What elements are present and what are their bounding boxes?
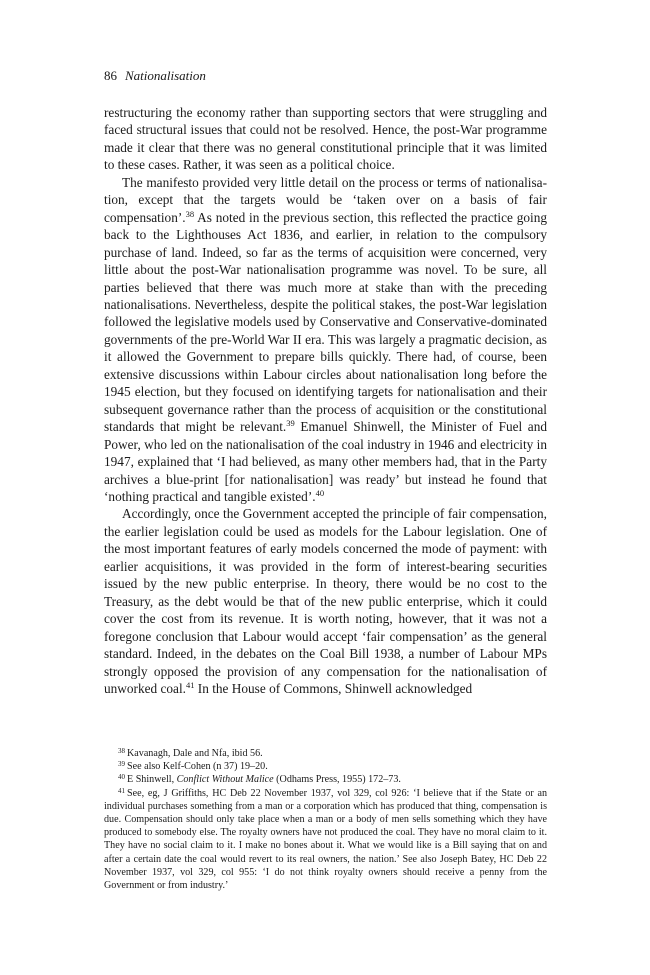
footnote-39 bbox=[104, 760, 547, 773]
footnote-mark: 40 bbox=[118, 773, 125, 782]
footnote-ref-39: 39 bbox=[286, 418, 295, 429]
paragraph-2 bbox=[104, 174, 547, 506]
footnote-ref-41: 41 bbox=[185, 679, 195, 690]
footnote-text: See, eg, J Griffiths, HC Deb 22 November 1937, vol 329, col 926: ‘I believe that if the State or an individual purchases something from a man or a corporation which has produced that thing, compensation is due. Compensation should only take place when a man or a body of men sells something which they have produced to somebody else. The royalty owners have not produced the coal. They have no moral claim to it. They have no social claim to it. I make no bones about it. What we would like is a Bill saying that on and after a certain date the coal would revert to its real owners, the nation.’ See also Joseph Batey, HC Deb 22 November 1937, vol 329, col 955: ‘I do not think royalty owners should receive a penny from the Government or from industry.’ bbox=[104, 787, 547, 892]
paragraph-2-text-a: The manifesto provided very little detail on the process or terms of nationalisation, except that the targets would be ‘taken over on a basis of fair compensation’. bbox=[104, 174, 547, 225]
main-text bbox=[104, 104, 547, 697]
footnote-41 bbox=[104, 787, 547, 893]
footnote-mark: 38 bbox=[118, 747, 125, 755]
footnote-book-title: Conflict Without Malice bbox=[176, 774, 274, 786]
footnote-ref-38: 38 bbox=[185, 208, 195, 219]
running-head bbox=[104, 68, 206, 84]
footnote-ref-40: 40 bbox=[315, 487, 325, 498]
footnote-text: Kavanagh, Dale and Nfa, ibid 56. bbox=[127, 748, 263, 759]
footnote-mark: 41 bbox=[118, 786, 125, 795]
footnote-text: (Odhams Press, 1955) 172–73. bbox=[273, 774, 401, 786]
paragraph-3-text-b: In the House of Commons, Shinwell acknowledged bbox=[194, 680, 473, 696]
footnote-40 bbox=[104, 773, 547, 786]
page-number: 86 bbox=[104, 68, 117, 83]
footnote-text: E Shinwell, bbox=[127, 774, 177, 786]
footnote-text: See also Kelf-Cohen (n 37) 19–20. bbox=[127, 761, 268, 773]
footnote-38 bbox=[104, 747, 547, 760]
footnotes bbox=[104, 747, 547, 892]
running-title: Nationalisation bbox=[125, 68, 206, 83]
paragraph-2-text-c: Emanuel Shinwell, the Minister of Fuel and Power, who led on the nationalisation of the coal industry in 1946 and electricity in 1947, explained that ‘I had believed, as many other members had, that in the Party archives a blue-print [for nationalisation] was ready’ but instead he found that ‘nothing practical and tangible existed’. bbox=[104, 419, 547, 504]
paragraph-2-text-b: As noted in the previous section, this reflected the practice going back to the Lighthouses Act 1836, and earlier, in relation to the compulsory purchase of land. Indeed, so far as the terms of acquisition were concerned, very little about the post-War nationalisation programme was novel. To be sure, all parties believed that there was much more at stake than with the preceding nationalisations. Nevertheless, despite the political stakes, the post-War legislation followed the legislative models used by Conservative and Conservative-dominated governments of the pre-World War II era. This was largely a pragmatic decision, as it allowed the Government to prepare bills quickly. There had, of course, been extensive discussions within Labour circles about nationalisation long before the 1945 election, but they focused on identifying targets for nationalisation and their subsequent governance rather than the process of acquisition or the constitutional standards that might be relevant. bbox=[104, 209, 547, 435]
paragraph-1: restructuring the economy rather than supporting sectors that were struggling and faced structural issues that could not be resolved. Hence, the post-War programme made it clear that there was no general constitutional principle that it was limited to these cases. Rather, it was seen as a political choice. bbox=[104, 105, 547, 173]
footnote-mark: 39 bbox=[118, 760, 125, 769]
paragraph-3-text-a: Accordingly, once the Government accepted the principle of fair compensation, the earlier legislation could be used as models for the Labour legislation. One of the most important features of early models concerned the mode of payment: with earlier acquisitions, it was provided in the form of interest-bearing securities issued by the new public enterprise. In theory, there would be no cost to the Treasury, as the debt would be that of the new public enterprise, which it could cover the cost from its revenue. It is worth noting, however, that it was not a foregone conclusion that Labour would accept ‘fair compensation’ as the general standard. Indeed, in the debates on the Coal Bill 1938, a number of Labour MPs strongly opposed the provision of any compensation for the nationalisation of unworked coal. bbox=[104, 506, 547, 696]
paragraph-3 bbox=[104, 505, 547, 697]
